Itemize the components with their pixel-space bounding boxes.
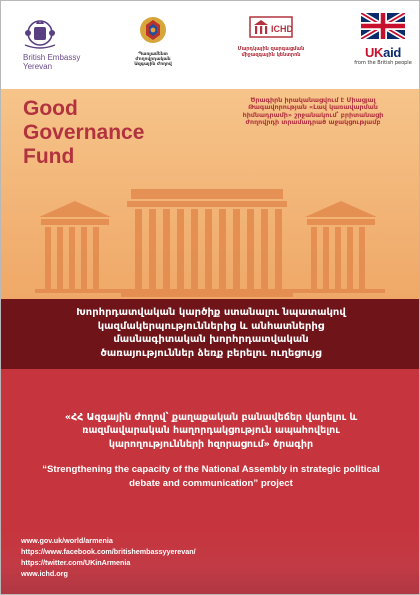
british-embassy-label: British Embassy Yerevan [23, 53, 81, 72]
ichd-logo [221, 15, 321, 59]
national-assembly-logo [119, 15, 187, 68]
ukaid-wordmark [353, 45, 413, 60]
ichd-building-icon [249, 15, 293, 39]
guide-title-line2: կազմակերպություններից և անհատներից [97, 320, 325, 332]
fund-title [23, 97, 193, 169]
guide-title-line3: մասնագիտական խորհրդատվական [113, 334, 309, 345]
parliament-label-line1: Պառլամենտ [138, 52, 168, 57]
ukaid-uk: UK [364, 45, 384, 60]
fund-title-line3: Fund [23, 144, 75, 168]
ukaid-tagline: from the British people [354, 60, 412, 66]
project-armenian-line2: ռազմավարական հաղորդակցություն ապահովելու [82, 425, 340, 437]
link-ichd[interactable]: www.ichd.org [21, 569, 68, 579]
link-facebook[interactable]: https://www.facebook.com/britishembassyyerevan/ [21, 547, 196, 557]
ichd-label-line1: Մարդկային զարգացման [237, 46, 305, 52]
link-gov-uk[interactable]: www.gov.uk/world/armenia [21, 536, 113, 545]
funding-note-line4: ժողովրդի տրամադրած աջակցությամբ [245, 118, 381, 127]
parliament-building-illustration [35, 177, 385, 299]
guide-title-line4: ծառայություններ ձեռք բերելու ուղեցույց [100, 347, 322, 359]
fund-title-line2: Governance [23, 120, 145, 144]
funding-note-line2: Թագավորության «Լավ կառավարման [248, 103, 378, 112]
funding-note-line1: Ծրագիրն իրականացվում է Միացյալ [250, 96, 376, 104]
project-english-line2: debate and communication” project [129, 477, 293, 489]
project-english-line1: “Strengthening the capacity of the National Assembly in strategic political [42, 464, 380, 475]
project-armenian-line1: «ՀՀ Ազգային ժողով՝ քաղաքական բանավեճեր վարելու և [64, 412, 358, 423]
ichd-mark: ICHD [271, 24, 293, 34]
guide-title [21, 306, 401, 360]
ukaid-aid: aid [383, 45, 402, 60]
link-twitter[interactable]: https://twitter.com/UKinArmenia [21, 558, 131, 568]
ichd-label-line2: միջազգային կենտրոն [241, 51, 301, 58]
guide-title-line1: Խորհրդատվական կարծիք ստանալու նպատակով [76, 307, 346, 318]
project-title-armenian [31, 411, 391, 451]
project-armenian-line3: կարողությունների հզորացում» ծրագիր [108, 438, 314, 450]
funding-note-line3: հիմնադրամի» շրջանակում՝ բրիտանացի [242, 110, 384, 119]
parliament-label-line3: Ազգային Ժողով [134, 62, 172, 68]
parliament-label-line2: Ժողովրդական [135, 57, 171, 63]
union-jack-flag-icon [361, 13, 405, 39]
contact-links [21, 535, 321, 579]
armenian-coat-of-arms-icon [138, 15, 168, 45]
logo-strip [1, 1, 419, 89]
ukaid-logo [353, 13, 413, 66]
british-royal-crest-icon [23, 15, 57, 51]
fund-title-line1: Good [23, 97, 78, 120]
funding-note [223, 97, 403, 126]
project-title-english [21, 463, 401, 490]
